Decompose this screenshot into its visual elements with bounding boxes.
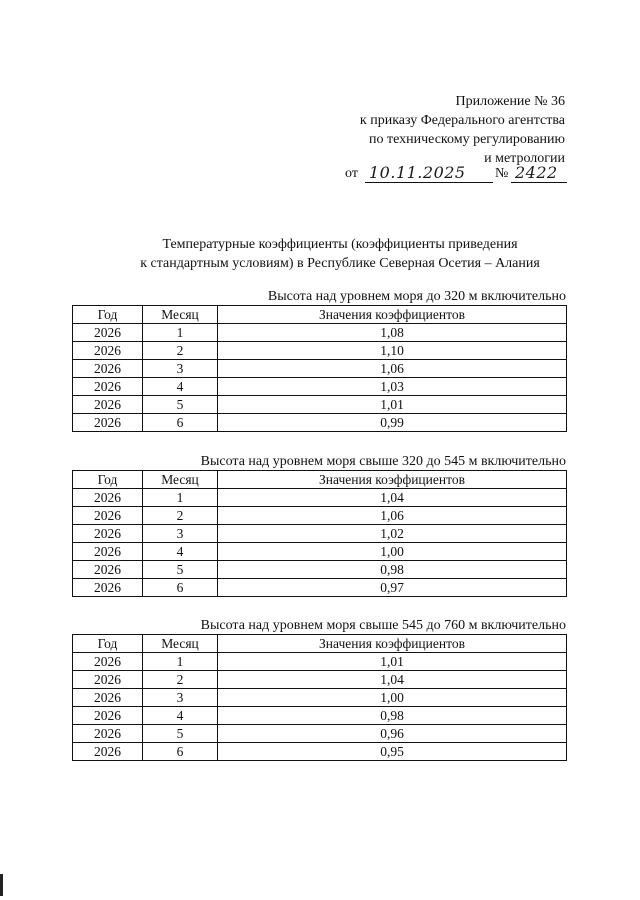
document-title (60, 235, 620, 273)
coefficients-table (72, 305, 567, 432)
column-header-value: Значения коэффициентов (218, 635, 567, 653)
cell-year: 2026 (73, 707, 143, 725)
cell-value: 0,97 (218, 579, 567, 597)
table-header-row (73, 306, 567, 324)
column-header-month: Месяц (143, 306, 218, 324)
cell-value: 1,04 (218, 671, 567, 689)
title-line-1: Температурные коэффициенты (коэффициенты приведения (162, 237, 518, 252)
column-header-value: Значения коэффициентов (218, 306, 567, 324)
cell-month: 2 (143, 507, 218, 525)
cell-value: 1,10 (218, 342, 567, 360)
cell-year: 2026 (73, 653, 143, 671)
cell-value: 1,03 (218, 378, 567, 396)
cell-year: 2026 (73, 342, 143, 360)
cell-year: 2026 (73, 525, 143, 543)
cell-value: 0,95 (218, 743, 567, 761)
cell-month: 5 (143, 561, 218, 579)
table-row (73, 342, 567, 360)
cell-value: 1,08 (218, 324, 567, 342)
handwritten-date: 10.11.2025 (369, 163, 466, 182)
cell-year: 2026 (73, 378, 143, 396)
table-header-row (73, 635, 567, 653)
cell-month: 1 (143, 489, 218, 507)
cell-year: 2026 (73, 561, 143, 579)
cell-year: 2026 (73, 671, 143, 689)
table-row (73, 378, 567, 396)
altitude-section-3 (72, 618, 566, 761)
table-row (73, 743, 567, 761)
cell-value: 1,06 (218, 360, 567, 378)
altitude-caption: Высота над уровнем моря до 320 м включительно (267, 289, 566, 304)
cell-month: 5 (143, 396, 218, 414)
altitude-section-2 (72, 454, 566, 597)
cell-year: 2026 (73, 507, 143, 525)
cell-month: 1 (143, 324, 218, 342)
cell-year: 2026 (73, 414, 143, 432)
cell-year: 2026 (73, 360, 143, 378)
cell-month: 3 (143, 689, 218, 707)
appendix-number: Приложение № 36 (455, 94, 565, 109)
table-row (73, 360, 567, 378)
agency-name-line1: по техническому регулированию (368, 132, 565, 147)
cell-year: 2026 (73, 543, 143, 561)
cell-year: 2026 (73, 324, 143, 342)
cell-month: 3 (143, 360, 218, 378)
cell-value: 0,98 (218, 707, 567, 725)
cell-month: 3 (143, 525, 218, 543)
cell-value: 1,04 (218, 489, 567, 507)
cell-year: 2026 (73, 725, 143, 743)
order-reference: к приказу Федерального агентства (359, 113, 565, 128)
table-row (73, 707, 567, 725)
table-row (73, 671, 567, 689)
coefficients-table (72, 470, 567, 597)
scan-edge-mark (0, 874, 3, 896)
table-row (73, 561, 567, 579)
title-line-2: к стандартным условиям) в Республике Северная Осетия – Алания (140, 256, 540, 271)
cell-month: 4 (143, 378, 218, 396)
table-row (73, 525, 567, 543)
coefficients-table (72, 634, 567, 761)
altitude-caption: Высота над уровнем моря свыше 320 до 545 м включительно (200, 454, 566, 469)
table-row (73, 579, 567, 597)
altitude-section-1 (72, 289, 566, 432)
cell-year: 2026 (73, 689, 143, 707)
cell-value: 1,00 (218, 689, 567, 707)
column-header-value: Значения коэффициентов (218, 471, 567, 489)
cell-month: 4 (143, 707, 218, 725)
handwritten-number: 2422 (515, 163, 558, 182)
column-header-month: Месяц (143, 635, 218, 653)
column-header-year: Год (73, 306, 143, 324)
column-header-year: Год (73, 635, 143, 653)
cell-year: 2026 (73, 396, 143, 414)
cell-year: 2026 (73, 579, 143, 597)
order-date-number (345, 163, 567, 188)
cell-value: 0,98 (218, 561, 567, 579)
agency-name-line2: и метрологии (484, 151, 565, 166)
table-row (73, 489, 567, 507)
table-row (73, 653, 567, 671)
cell-value: 0,96 (218, 725, 567, 743)
table-row (73, 414, 567, 432)
number-prefix: № (495, 166, 509, 181)
cell-value: 0,99 (218, 414, 567, 432)
column-header-month: Месяц (143, 471, 218, 489)
cell-month: 5 (143, 725, 218, 743)
cell-month: 1 (143, 653, 218, 671)
cell-month: 6 (143, 579, 218, 597)
cell-month: 2 (143, 671, 218, 689)
cell-year: 2026 (73, 489, 143, 507)
table-header-row (73, 471, 567, 489)
table-row (73, 543, 567, 561)
table-row (73, 689, 567, 707)
cell-value: 1,00 (218, 543, 567, 561)
table-row (73, 507, 567, 525)
cell-year: 2026 (73, 743, 143, 761)
table-row (73, 725, 567, 743)
cell-month: 6 (143, 414, 218, 432)
cell-value: 1,01 (218, 396, 567, 414)
appendix-header (360, 92, 565, 168)
date-prefix: от (345, 166, 358, 181)
cell-month: 2 (143, 342, 218, 360)
altitude-caption: Высота над уровнем моря свыше 545 до 760 м включительно (200, 618, 566, 633)
cell-value: 1,06 (218, 507, 567, 525)
table-row (73, 396, 567, 414)
cell-month: 4 (143, 543, 218, 561)
cell-month: 6 (143, 743, 218, 761)
cell-value: 1,01 (218, 653, 567, 671)
column-header-year: Год (73, 471, 143, 489)
table-row (73, 324, 567, 342)
cell-value: 1,02 (218, 525, 567, 543)
